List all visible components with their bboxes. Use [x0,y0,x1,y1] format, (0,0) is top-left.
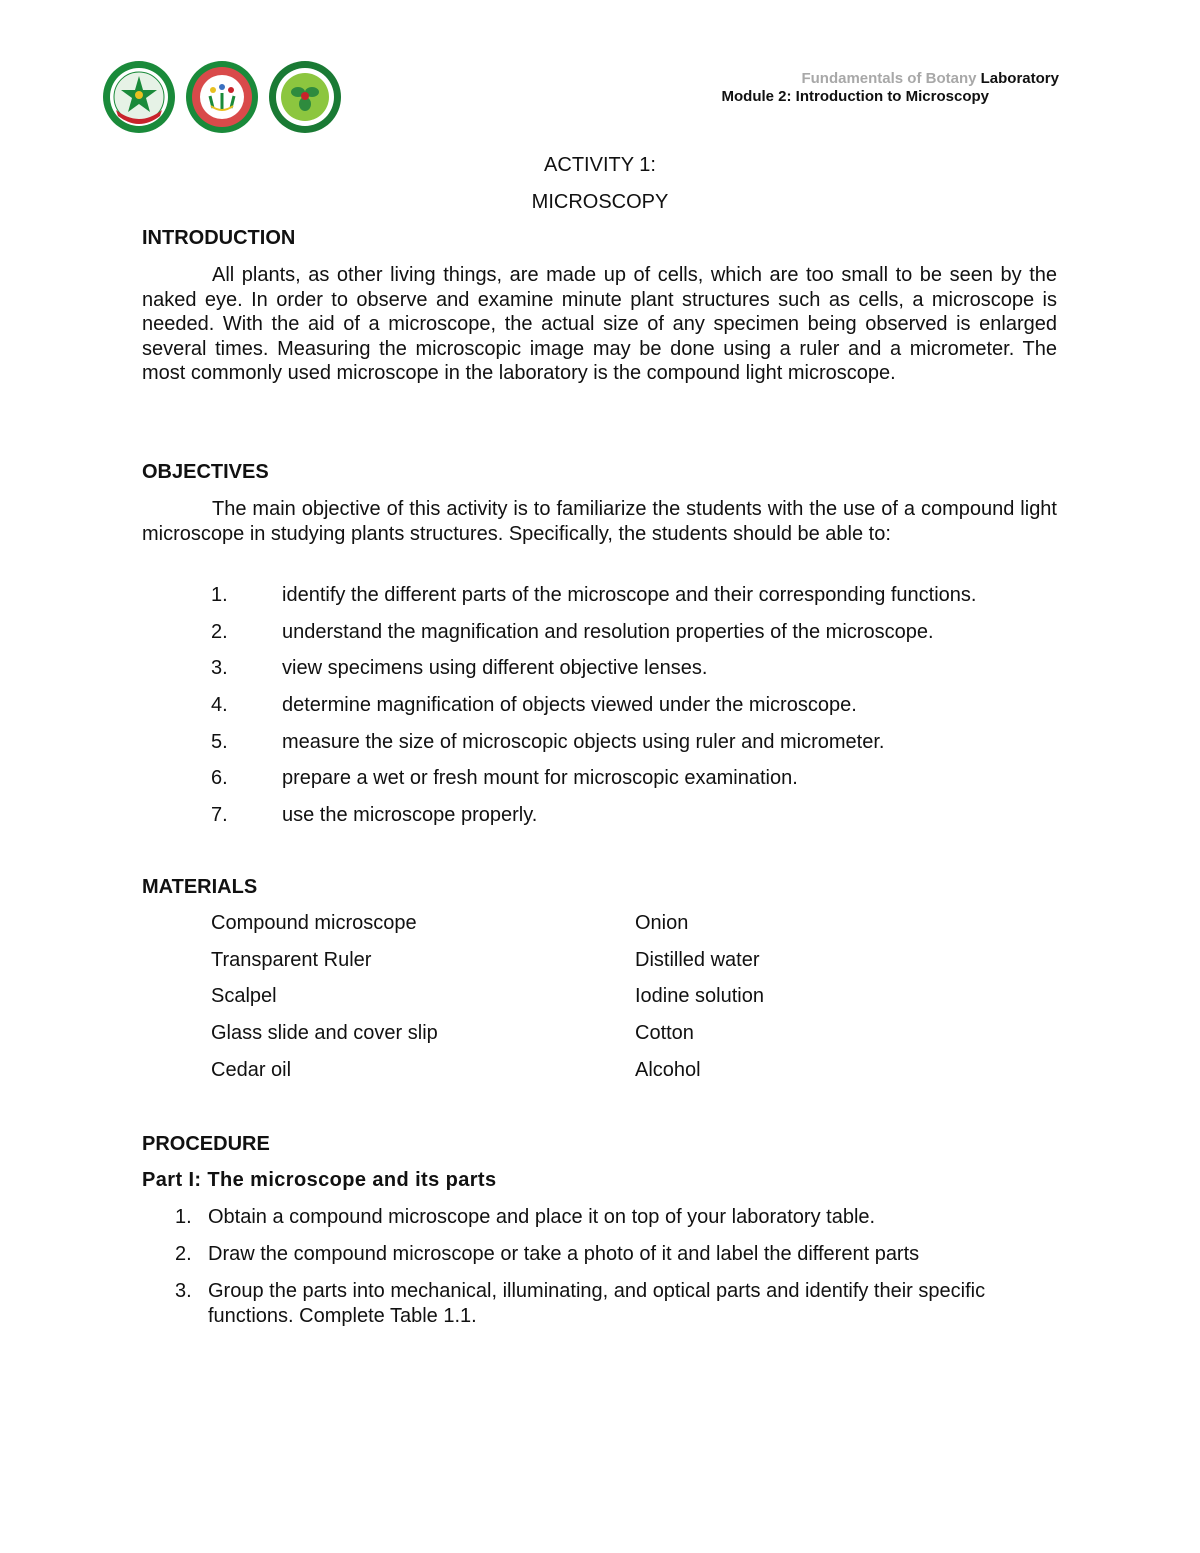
course-type: Laboratory [980,70,1059,87]
university-seal-logo [102,60,176,134]
list-item [211,804,976,841]
list-text: view specimens using different objective lenses. [282,657,708,680]
list-number: 7. [211,804,228,827]
department-seal-logo [268,60,342,134]
material-item: Alcohol [635,1058,701,1081]
material-item: Onion [635,912,689,934]
material-item: Scalpel [211,985,277,1008]
list-text: measure the size of microscopic objects using ruler and micrometer. [282,730,885,753]
list-item [211,621,976,658]
material-item: Distilled water [635,948,760,971]
list-number: 6. [211,767,228,790]
list-text: prepare a wet or fresh mount for microscopic examination. [282,767,798,790]
list-number: 1. [211,584,228,606]
list-item [211,657,976,694]
procedure-heading: PROCEDURE [142,1133,270,1155]
objectives-heading: OBJECTIVES [142,461,269,483]
logo-group [102,60,342,134]
module-title: Module 2: Introduction to Microscopy [721,88,989,105]
material-item: Cedar oil [211,1058,292,1081]
activity-subtitle: MICROSCOPY [531,191,669,213]
step-number: 2. [175,1243,192,1266]
material-item: Compound microscope [211,912,417,934]
material-item: Transparent Ruler [211,948,372,971]
materials-column-left [211,912,438,1095]
material-item: Iodine solution [635,985,764,1008]
step-number: 3. [175,1280,192,1303]
list-item [211,731,976,768]
page-header [722,70,1060,106]
procedure-steps [175,1205,1055,1341]
list-text: understand the magnification and resolution properties of the microscope. [282,620,934,643]
step-item [175,1205,1055,1230]
college-seal-logo [185,60,259,134]
step-item [175,1279,1055,1328]
step-text: Draw the compound microscope or take a photo of it and label the different parts [208,1243,920,1266]
course-title [722,70,1060,88]
list-item [211,694,976,731]
introduction-heading: INTRODUCTION [142,227,296,249]
material-item: Cotton [635,1022,694,1045]
list-number: 5. [211,730,228,753]
objectives-list [211,584,976,841]
step-text: Group the parts into mechanical, illuminating, and optical parts and identify their specific functions. Complete Table 1.1. [208,1280,986,1327]
material-item: Glass slide and cover slip [211,1022,438,1045]
step-text: Obtain a compound microscope and place it on top of your laboratory table. [208,1206,876,1228]
list-item [211,767,976,804]
procedure-part-title: Part I: The microscope and its parts [142,1169,497,1191]
step-item [175,1242,1055,1267]
list-text: identify the different parts of the microscope and their corresponding functions. [282,584,977,606]
step-number: 1. [175,1206,192,1228]
introduction-paragraph: All plants, as other living things, are made up of cells, which are too small to be seen by the naked eye. In order to observe and examine minute plant structures such as cells, a microscope is needed. With the aid of a microscope, the actual size of any specimen being observed is enlarged several times. Measuring the microscopic image may be done using a ruler and a micrometer. The most commonly used microscope in the laboratory is the compound light microscope. [142,264,1057,385]
list-number: 3. [211,657,228,680]
course-name: Fundamentals of Botany [801,70,977,87]
list-text: use the microscope properly. [282,804,538,827]
list-number: 4. [211,694,228,717]
objectives-paragraph: The main objective of this activity is to familiarize the students with the use of a compound light microscope in studying plants structures. Specifically, the students should be able to: [142,498,1057,545]
list-text: determine magnification of objects viewed under the microscope. [282,694,857,717]
materials-column-right [635,912,764,1095]
list-item [211,584,976,621]
materials-heading: MATERIALS [142,876,258,898]
activity-title: ACTIVITY 1: [544,154,656,176]
list-number: 2. [211,620,228,643]
